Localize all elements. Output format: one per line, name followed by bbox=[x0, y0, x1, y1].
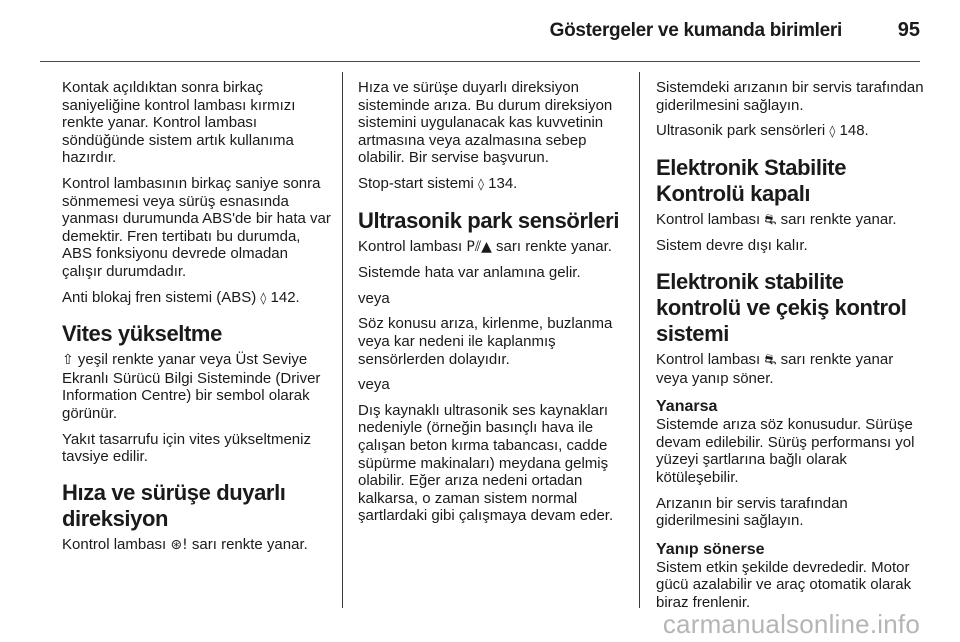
paragraph: Sistemdeki arızanın bir servis tarafından giderilmesini sağlayın. bbox=[656, 79, 924, 114]
paragraph: Stop-start sistemi ◊ 134. bbox=[358, 174, 518, 192]
paragraph: ⇧ yeşil renkte yanar veya Üst Seviye Ekranlı Sürücü Bilgi Sisteminde (Driver Information Centre) bir sembol olarak görünür. bbox=[62, 351, 321, 422]
column-2 bbox=[358, 79, 630, 533]
paragraph: Sistemde arıza söz konusudur. Sürüşe devam edilebilir. Sürüş performansı yol yüzeyi şartlarına bağlı olarak kötüleşebilir. bbox=[656, 416, 915, 486]
page-ref-icon: ◊ bbox=[829, 124, 836, 139]
paragraph: Sistem devre dışı kalır. bbox=[656, 237, 808, 255]
esc-off-icon: ⛐ bbox=[764, 211, 777, 228]
section-heading-esc: Elektronik stabilite kontrolü ve çekiş kontrol sistemi bbox=[656, 268, 907, 346]
paragraph: veya bbox=[358, 289, 390, 307]
section-heading-ultrasonik: Ultrasonik park sensörleri bbox=[358, 207, 620, 233]
page-ref-link[interactable]: 134. bbox=[488, 174, 518, 192]
page-header bbox=[0, 0, 960, 62]
esc-icon: ⛐ bbox=[764, 351, 777, 368]
page-ref-icon: ◊ bbox=[478, 176, 484, 191]
paragraph: Anti blokaj fren sistemi (ABS) ◊ 142. bbox=[62, 288, 300, 306]
paragraph: Kontrol lambasının birkaç saniye sonra sönmemesi veya sürüş esnasında yanması durumunda ABS'de bir hata var demektir. Fren tertibatı bu durumda, ABS fonksiyonu devrede olmadan çalışır durumdadır. bbox=[62, 174, 331, 280]
paragraph: Kontrol lambası ⛐ sarı renkte yanar veya yanıp söner. bbox=[656, 350, 894, 387]
gear-shift-up-icon: ⇧ bbox=[62, 352, 74, 369]
header-title: Göstergeler ve kumanda birimleri bbox=[549, 20, 842, 41]
column-3 bbox=[656, 79, 926, 620]
paragraph: Kontrol lambası ⊛! sarı renkte yanar. bbox=[62, 535, 308, 553]
column-1 bbox=[62, 79, 332, 562]
section-heading-vites: Vites yükseltme bbox=[62, 321, 222, 347]
watermark: carmanualsonline.info bbox=[662, 609, 920, 639]
column-divider-2 bbox=[639, 72, 640, 608]
page-ref-icon: ◊ bbox=[260, 290, 267, 305]
paragraph: Söz konusu arıza, kirlenme, buzlanma veya kar nedeni ile kaplanmış sensörlerden dolayıdır. bbox=[358, 315, 613, 368]
page-ref-link[interactable]: 142. bbox=[270, 288, 300, 306]
subheading-yanip-sonerse: Yanıp sönerse bbox=[656, 540, 765, 558]
paragraph: Yakıt tasarrufu için vites yükseltmeniz tavsiye edilir. bbox=[62, 430, 311, 466]
paragraph: Kontrol lambası P⫽▲ sarı renkte yanar. bbox=[358, 237, 612, 255]
header-divider bbox=[40, 61, 920, 62]
section-heading-hiza: Hıza ve sürüşe duyarlı direksiyon bbox=[62, 479, 286, 531]
paragraph: Sistem etkin şekilde devrededir. Motor gücü azalabilir ve araç otomatik olarak biraz frenlenir. bbox=[656, 558, 912, 611]
paragraph: Kontrol lambası ⛐ sarı renkte yanar. bbox=[656, 210, 897, 228]
paragraph: Arızanın bir servis tarafından giderilmesini sağlayın. bbox=[656, 494, 848, 530]
subheading-yanarsa: Yanarsa bbox=[656, 398, 718, 416]
page-number: 95 bbox=[897, 19, 920, 41]
paragraph: Sistemde hata var anlamına gelir. bbox=[358, 264, 581, 282]
paragraph: Ultrasonik park sensörleri ◊ 148. bbox=[656, 122, 869, 140]
column-divider-1 bbox=[342, 72, 343, 608]
paragraph: Dış kaynaklı ultrasonik ses kaynakları nedeniyle (örneğin basınçlı hava ile çalışan beton kırma tabancası, cadde süpürme makinaları) meydana gelmiş olabilir. Eğer arıza nedeni ortadan kalkarsa, o zaman sistem normal şartlardaki gibi çalışmaya devam eder. bbox=[358, 401, 614, 525]
park-sensor-icon: P⫽▲ bbox=[466, 238, 492, 255]
paragraph: Kontak açıldıktan sonra birkaç saniyeliğine kontrol lambası kırmızı renkte yanar. Kontrol lambası söndüğünde sistem artık kullanıma hazırdır. bbox=[62, 79, 296, 167]
page-ref-link[interactable]: 148. bbox=[839, 122, 869, 140]
steering-warning-icon: ⊛! bbox=[170, 536, 188, 553]
section-heading-esc-off: Elektronik Stabilite Kontrolü kapalı bbox=[656, 154, 847, 206]
paragraph: veya bbox=[358, 376, 390, 394]
paragraph: Hıza ve sürüşe duyarlı direksiyon sisteminde arıza. Bu durum direksiyon sistemini uygulanacak kas kuvvetinin artmasına veya azalmasına sebep olabilir. Bir servise başvurun. bbox=[358, 79, 613, 167]
